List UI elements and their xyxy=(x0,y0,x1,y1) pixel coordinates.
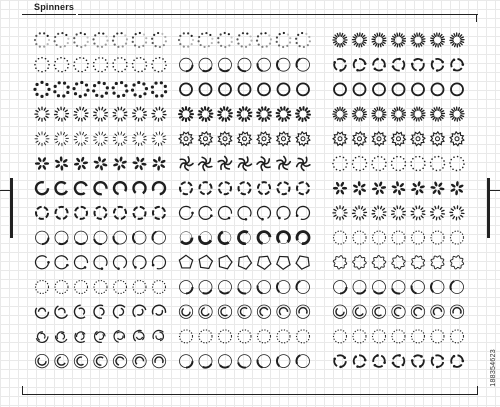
spinner-icon xyxy=(353,281,366,294)
spinner-icon xyxy=(450,132,464,146)
spinner-icon xyxy=(35,354,48,367)
spinner-icon xyxy=(153,305,166,315)
spinner-icon xyxy=(353,132,367,146)
spinner-icon xyxy=(238,132,252,146)
spinner-icon xyxy=(296,107,310,121)
spinner-icon xyxy=(333,355,346,368)
spinner-icon xyxy=(55,231,68,244)
spinner-icon xyxy=(238,256,251,269)
spinner-icon xyxy=(372,305,385,318)
spinner-icon xyxy=(412,330,425,343)
spinner-icon xyxy=(296,281,309,294)
spinner-icon xyxy=(258,256,271,269)
spinner-icon xyxy=(114,330,124,342)
spinner-icon xyxy=(152,256,166,269)
spinner-icon xyxy=(431,330,444,343)
spinner-icon xyxy=(55,156,69,170)
spinner-icon xyxy=(180,281,193,294)
spinner-icon xyxy=(450,107,464,121)
spinner-icon xyxy=(114,281,127,294)
spinner-icon xyxy=(450,33,464,47)
spinner-icon xyxy=(74,107,88,121)
spinner-icon xyxy=(131,81,148,98)
spinner-icon xyxy=(277,132,291,146)
spinner-icon xyxy=(352,156,368,172)
spinner-icon xyxy=(373,330,386,343)
spinner-icon xyxy=(431,305,444,318)
spinner-icon xyxy=(297,330,310,343)
spinner-icon xyxy=(353,206,367,220)
spinner-icon xyxy=(179,255,192,268)
spinner-icon xyxy=(296,355,309,368)
spinner-icon xyxy=(372,107,386,121)
spinner-icon xyxy=(373,231,386,244)
spinner-icon xyxy=(239,83,251,95)
spinner-icon xyxy=(354,83,366,95)
spinner-icon xyxy=(219,256,232,269)
spinner-icon xyxy=(55,354,68,367)
spinner-icon xyxy=(450,206,464,220)
spinner-icon xyxy=(113,132,127,146)
spinner-icon xyxy=(295,32,311,48)
spinner-icon xyxy=(277,232,289,244)
spinner-icon xyxy=(153,182,165,194)
spinner-icon xyxy=(134,182,146,193)
spinner-icon xyxy=(451,58,464,71)
spinner-group-2 xyxy=(178,32,311,368)
spinner-icon xyxy=(333,107,347,121)
spinner-icon xyxy=(112,32,128,48)
spinner-icon xyxy=(153,330,163,340)
spinner-icon xyxy=(431,256,444,269)
spinner-icon xyxy=(297,83,309,95)
spinner-icon xyxy=(371,156,386,171)
spinner-icon xyxy=(353,181,367,195)
spinner-icon xyxy=(277,157,290,170)
spinner-icon xyxy=(217,32,233,48)
spinner-icon xyxy=(431,59,444,72)
spinner-icon xyxy=(152,132,166,146)
spinner-icon xyxy=(179,305,192,318)
spinner-icon xyxy=(219,83,231,95)
spinner-icon xyxy=(94,231,107,244)
spinner-icon xyxy=(92,81,109,98)
spinner-icon xyxy=(411,107,425,121)
spinner-icon xyxy=(219,355,232,368)
spinner-icon xyxy=(451,83,463,95)
spinner-icon xyxy=(55,107,69,121)
spinner-icon xyxy=(95,331,105,342)
spinner-icon xyxy=(198,32,214,48)
spinner-icon xyxy=(134,330,144,341)
spinner-icon xyxy=(334,281,347,294)
spinner-icon xyxy=(180,330,193,343)
spinner-icon xyxy=(199,330,212,343)
spinner-icon xyxy=(277,206,290,219)
spinner-icon xyxy=(391,156,406,171)
spinner-icon xyxy=(333,33,347,47)
spinner-icon xyxy=(112,81,129,98)
spinner-icon xyxy=(53,81,69,97)
spinner-icon xyxy=(94,107,108,121)
spinner-icon xyxy=(451,355,464,368)
spinner-icon xyxy=(353,107,367,121)
spinner-icon xyxy=(75,182,87,194)
spinner-icon xyxy=(372,132,385,146)
spinner-icon xyxy=(152,231,165,244)
spinner-icon xyxy=(54,32,70,48)
spinner-icon xyxy=(277,281,290,294)
spinner-icon xyxy=(333,132,347,145)
spinner-icon xyxy=(353,256,367,270)
spinner-icon xyxy=(354,59,367,72)
spinner-icon xyxy=(431,281,444,294)
spinner-icon xyxy=(199,281,212,294)
spinner-icon xyxy=(36,256,50,269)
spinner-icon xyxy=(55,132,69,146)
spinner-icon xyxy=(296,305,309,318)
spinner-icon xyxy=(92,32,108,48)
spinner-icon xyxy=(133,231,146,244)
spinner-icon xyxy=(55,281,68,294)
spinner-icon xyxy=(54,57,70,73)
spinner-icon xyxy=(200,232,212,244)
spinner-icon xyxy=(238,206,251,220)
spinner-icon xyxy=(411,132,425,146)
spinner-icon xyxy=(133,354,146,367)
spinner-icon xyxy=(238,305,251,318)
spinner-icon xyxy=(180,58,193,71)
spinner-icon xyxy=(75,256,88,269)
spinner-icon xyxy=(36,207,48,219)
spinner-icon xyxy=(256,32,272,48)
spinner-icon xyxy=(258,83,270,95)
spinner-icon xyxy=(74,132,88,146)
spinner-icon xyxy=(450,305,463,318)
spinner-icon xyxy=(34,32,50,48)
spinner-icon xyxy=(133,256,146,269)
spinner-icon xyxy=(134,207,146,219)
spinner-icon xyxy=(151,57,167,73)
spinner-icon xyxy=(36,308,49,318)
spinner-icon xyxy=(450,181,464,195)
spinner-icon xyxy=(75,231,88,244)
spinner-icon xyxy=(55,256,69,269)
spinner-icon xyxy=(258,232,270,244)
spinner-icon xyxy=(93,156,107,170)
spinner-icon xyxy=(257,355,270,368)
spinner-icon xyxy=(277,330,290,343)
spinner-icon xyxy=(332,156,348,172)
spinner-icon xyxy=(257,206,270,220)
spinner-icon xyxy=(257,58,270,71)
spinner-icon xyxy=(36,231,49,244)
spinner-icon xyxy=(94,281,107,294)
spinner-icon xyxy=(431,132,445,146)
spinner-icon xyxy=(430,156,445,171)
spinner-icon xyxy=(35,107,49,121)
spinner-icon xyxy=(132,32,148,48)
spinner-icon xyxy=(152,156,166,170)
spinner-icon xyxy=(296,58,309,71)
spinner-icon xyxy=(450,281,463,294)
spinner-icon xyxy=(114,305,125,318)
spinner-icon xyxy=(238,182,250,194)
spinner-icon xyxy=(152,107,166,121)
spinner-icon xyxy=(238,355,251,368)
spinner-group-3 xyxy=(332,33,465,368)
spinner-icon xyxy=(178,32,194,48)
spinner-icon xyxy=(258,182,270,194)
spinner-icon xyxy=(334,231,347,244)
spinner-icon xyxy=(392,206,406,220)
spinner-icon xyxy=(199,255,212,268)
spinner-icon xyxy=(277,305,290,318)
spinner-icon xyxy=(200,182,212,194)
spinner-icon xyxy=(392,281,405,294)
spinner-icon xyxy=(94,256,107,270)
spinner-icon xyxy=(199,305,212,318)
spinner-icon xyxy=(392,256,406,270)
spinner-icon xyxy=(392,33,406,47)
spinner-icon xyxy=(151,32,167,48)
spinner-icon xyxy=(257,157,270,170)
spinner-icon xyxy=(373,58,386,71)
spinner-icon xyxy=(372,181,386,195)
spinner-icon xyxy=(94,132,108,146)
spinner-icon xyxy=(431,231,444,244)
spinner-icon xyxy=(258,330,271,343)
spinner-icon xyxy=(218,132,231,146)
spinner-icon xyxy=(218,107,232,121)
spinner-icon xyxy=(199,107,213,121)
spinner-icon xyxy=(393,83,405,95)
spinner-icon xyxy=(56,207,68,219)
spinner-icon xyxy=(333,256,346,269)
spinner-icon xyxy=(449,156,465,172)
spinner-icon xyxy=(73,57,88,72)
spinner-icon xyxy=(218,305,231,318)
spinner-icon xyxy=(219,232,231,244)
spinner-icon xyxy=(392,330,405,343)
spinner-icon xyxy=(411,59,424,72)
spinner-icon xyxy=(36,332,48,343)
spinner-icon xyxy=(410,156,425,171)
spinner-icon xyxy=(450,256,463,269)
spinner-icon xyxy=(278,182,290,194)
spinner-icon xyxy=(113,354,126,367)
spinner-icon xyxy=(153,281,166,294)
spinner-icon xyxy=(432,83,444,95)
spinner-icon xyxy=(132,57,147,72)
spinner-icon xyxy=(55,182,66,194)
spinner-icon xyxy=(113,107,127,121)
spinner-icon xyxy=(180,206,194,219)
spinner-icon xyxy=(199,132,213,146)
title-label: Spinners xyxy=(34,2,75,12)
spinner-icon xyxy=(219,206,232,219)
spinner-icon xyxy=(36,281,49,294)
spinner-icon xyxy=(35,132,49,146)
spinner-icon xyxy=(354,355,367,368)
spinner-icon xyxy=(430,181,444,195)
spinner-icon xyxy=(278,83,290,95)
spinner-icon xyxy=(218,157,231,170)
spinner-icon xyxy=(180,182,192,194)
spinner-icon xyxy=(35,157,49,171)
spinner-icon xyxy=(33,81,50,98)
spinner-icon xyxy=(333,206,347,220)
spinner-icon xyxy=(372,255,386,269)
spinner-icon xyxy=(333,305,346,318)
spinner-icon xyxy=(372,206,386,220)
spinner-icon xyxy=(392,354,405,367)
spinner-icon xyxy=(392,107,406,121)
spinner-icon xyxy=(238,330,251,343)
spinner-icon xyxy=(113,231,126,244)
spinner-icon xyxy=(392,58,405,71)
spinner-icon xyxy=(277,355,290,368)
spinner-icon xyxy=(75,207,87,219)
spinner-icon xyxy=(296,256,309,269)
spinner-icon xyxy=(238,232,250,244)
spinner-icon xyxy=(392,132,406,146)
spinner-icon xyxy=(132,156,146,170)
spinner-icon xyxy=(373,83,385,95)
spinner-icon xyxy=(412,231,425,244)
spinner-icon xyxy=(72,81,89,98)
spinner-icon xyxy=(431,107,445,121)
spinner-icon xyxy=(219,182,231,194)
spinner-icon xyxy=(391,181,405,195)
spinner-icon xyxy=(411,281,424,294)
spinner-group-1 xyxy=(33,32,167,368)
spinner-icon xyxy=(392,305,405,318)
spinner-icon xyxy=(94,182,106,194)
spinner-icon xyxy=(114,207,126,219)
spinner-icon xyxy=(277,256,290,269)
spinner-icon xyxy=(238,281,251,294)
spinner-icon xyxy=(373,281,386,294)
spinner-icon xyxy=(113,256,126,270)
spinner-icon xyxy=(431,33,445,47)
spinner-icon xyxy=(133,305,146,317)
spinner-icon xyxy=(179,107,193,121)
spinner-icon xyxy=(151,81,167,97)
spinner-icon xyxy=(257,107,271,121)
spinner-icon xyxy=(277,58,290,71)
spinner-icon xyxy=(297,182,309,194)
spinner-icon xyxy=(238,58,251,71)
spinner-icon xyxy=(199,206,213,219)
spinner-icon xyxy=(199,355,212,368)
spinner-icon xyxy=(94,207,106,219)
spinner-icon xyxy=(238,157,251,170)
spinner-icon xyxy=(276,32,292,48)
spinner-icon xyxy=(257,132,271,146)
spinner-icon xyxy=(296,132,310,146)
spinner-icon xyxy=(133,132,147,146)
spinner-icon xyxy=(296,206,310,219)
spinner-icon xyxy=(451,330,464,343)
spinner-icon xyxy=(353,33,367,47)
spinner-icon xyxy=(431,355,444,368)
spinner-icon xyxy=(200,83,212,95)
spinner-icon xyxy=(55,306,67,318)
spinner-icon xyxy=(277,107,291,121)
spinner-icon xyxy=(334,330,347,343)
spinner-icon xyxy=(238,107,252,121)
spinner-icon xyxy=(411,305,424,318)
spinner-icon xyxy=(372,33,386,47)
spinner-icon xyxy=(297,157,310,170)
spinner-icon xyxy=(353,330,366,343)
spinner-icon xyxy=(411,181,425,195)
spinner-icon xyxy=(113,156,127,170)
spinner-icon xyxy=(114,182,126,194)
spinner-icon xyxy=(411,256,424,269)
spinner-icon xyxy=(94,305,104,318)
spinner-icon xyxy=(219,58,232,71)
spinner-icon xyxy=(93,57,108,72)
spinner-icon xyxy=(219,330,232,343)
spinner-icon xyxy=(297,232,309,244)
spinner-icon xyxy=(74,305,85,318)
spinner-icon xyxy=(199,58,212,71)
spinner-icon xyxy=(36,182,48,194)
spinner-icon xyxy=(411,33,425,47)
spinner-icon xyxy=(133,107,147,121)
spinner-icon xyxy=(333,59,346,72)
watermark-id: 188354623 xyxy=(490,349,497,387)
spinner-icon xyxy=(180,83,192,95)
spinner-icon xyxy=(411,355,424,368)
spinner-icon xyxy=(353,305,366,318)
spinner-icon xyxy=(133,281,146,294)
spinner-icon xyxy=(74,156,88,170)
spinner-icon xyxy=(180,355,193,368)
spinner-icon xyxy=(153,207,165,219)
spinner-icon xyxy=(392,231,405,244)
spinner-icon xyxy=(373,354,386,367)
spinner-icon xyxy=(75,332,85,342)
spinner-icon xyxy=(411,206,425,220)
spinner-icon xyxy=(333,181,347,195)
spinner-icon xyxy=(180,232,192,244)
spinner-icon xyxy=(73,32,89,48)
spinner-icon xyxy=(334,83,346,95)
spinner-icon xyxy=(236,32,252,48)
spinner-icon xyxy=(199,157,212,170)
spinner-icon xyxy=(74,354,87,367)
spinner-icon xyxy=(94,354,107,367)
spinner-icon xyxy=(451,231,464,244)
spinner-icon xyxy=(353,231,366,244)
spinner-icon xyxy=(180,157,193,170)
spinner-icon xyxy=(257,305,270,318)
spinner-icon xyxy=(431,206,445,220)
spinner-icon xyxy=(112,57,127,72)
spinner-icon xyxy=(219,281,232,294)
spinner-icon xyxy=(56,332,67,342)
spinner-icon xyxy=(152,354,165,367)
spinner-icon xyxy=(75,281,88,294)
spinner-icon xyxy=(257,281,270,294)
spinner-icon xyxy=(34,57,50,73)
spinner-icon xyxy=(412,83,424,95)
spinner-icon xyxy=(179,132,193,145)
